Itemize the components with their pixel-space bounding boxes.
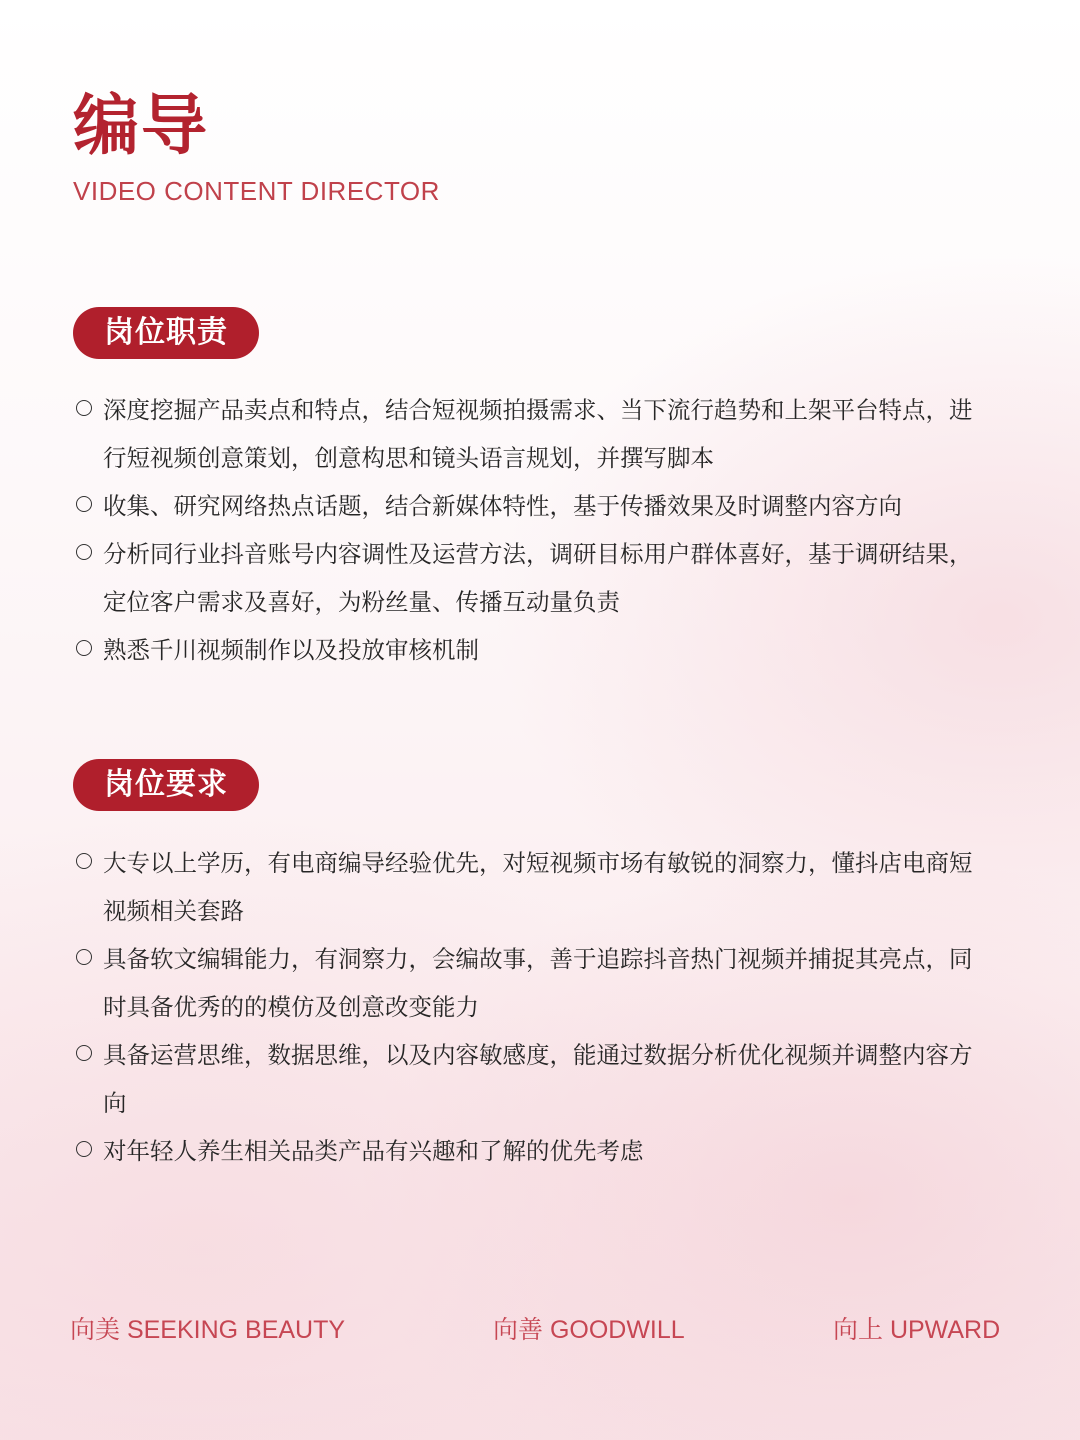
- footer-value-upward: 向上 UPWARD: [833, 1316, 1001, 1344]
- requirements-list: [73, 839, 973, 1175]
- section-label-duties: 岗位职责: [73, 307, 259, 359]
- list-item: [73, 1031, 973, 1127]
- hollow-circle-icon: [76, 1045, 92, 1061]
- list-item: [73, 1127, 973, 1175]
- list-item-text: 具备运营思维，数据思维，以及内容敏感度，能通过数据分析优化视频并调整内容方向: [103, 1041, 973, 1117]
- hollow-circle-icon: [76, 640, 92, 656]
- list-item-text: 具备软文编辑能力，有洞察力，会编故事，善于追踪抖音热门视频并捕捉其亮点，同时具备优秀的的模仿及创意改变能力: [103, 945, 973, 1021]
- list-item-text: 深度挖掘产品卖点和特点，结合短视频拍摄需求、当下流行趋势和上架平台特点，进行短视频创意策划，创意构思和镜头语言规划，并撰写脚本: [103, 396, 973, 472]
- hollow-circle-icon: [76, 544, 92, 560]
- hollow-circle-icon: [76, 400, 92, 416]
- list-item-text: 收集、研究网络热点话题，结合新媒体特性，基于传播效果及时调整内容方向: [103, 492, 902, 520]
- page-title: 编导: [73, 87, 209, 164]
- list-item: [73, 626, 973, 674]
- list-item: [73, 386, 973, 482]
- list-item-text: 对年轻人养生相关品类产品有兴趣和了解的优先考虑: [103, 1137, 644, 1165]
- page-subtitle: VIDEO CONTENT DIRECTOR: [73, 176, 440, 206]
- hollow-circle-icon: [76, 853, 92, 869]
- footer-value-beauty: 向美 SEEKING BEAUTY: [70, 1316, 346, 1344]
- list-item: [73, 839, 973, 935]
- duties-list: [73, 386, 973, 674]
- section-label-requirements: 岗位要求: [73, 759, 259, 811]
- hollow-circle-icon: [76, 949, 92, 965]
- list-item-text: 分析同行业抖音账号内容调性及运营方法，调研目标用户群体喜好，基于调研结果，定位客户需求及喜好，为粉丝量、传播互动量负责: [103, 540, 973, 616]
- list-item: [73, 482, 973, 530]
- hollow-circle-icon: [76, 1141, 92, 1157]
- list-item: [73, 530, 973, 626]
- list-item: [73, 935, 973, 1031]
- footer-value-goodwill: 向善 GOODWILL: [493, 1316, 685, 1344]
- list-item-text: 熟悉千川视频制作以及投放审核机制: [103, 636, 479, 664]
- hollow-circle-icon: [76, 496, 92, 512]
- list-item-text: 大专以上学历，有电商编导经验优先，对短视频市场有敏锐的洞察力，懂抖店电商短视频相关套路: [103, 849, 973, 925]
